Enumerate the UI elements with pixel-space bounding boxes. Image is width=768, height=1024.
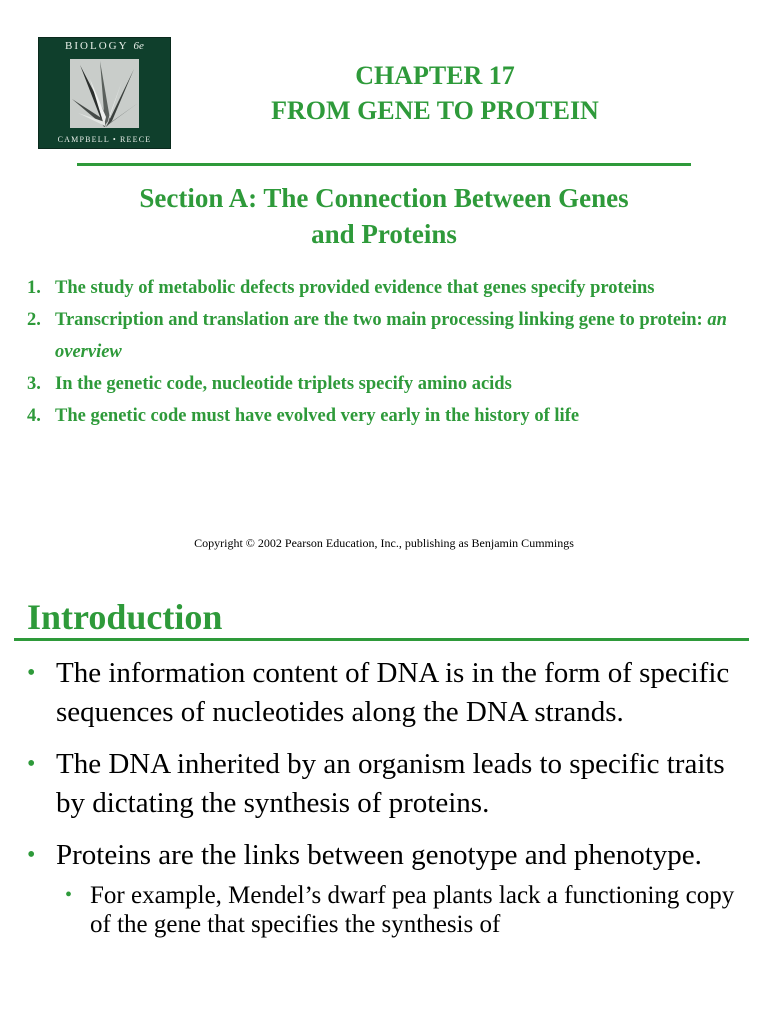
bullet-text: Proteins are the links between genotype and phenotype. [56, 839, 702, 871]
outline-item [27, 400, 747, 432]
section-title-line2: and Proteins [311, 219, 457, 249]
outline-text: The study of metabolic defects provided evidence that genes specify proteins [55, 278, 655, 298]
chapter-number: CHAPTER 17 [355, 61, 515, 90]
outline-number: 3. [27, 374, 41, 394]
bullet-item [27, 745, 757, 822]
copyright-notice: Copyright © 2002 Pearson Education, Inc., publishing as Benjamin Cummings [194, 536, 574, 550]
section-heading [80, 180, 688, 252]
cover-edition: 6e [133, 40, 144, 52]
outline-item [27, 368, 747, 400]
outline-number: 1. [27, 278, 41, 298]
header-divider [77, 163, 691, 166]
chapter-heading [200, 58, 670, 128]
bullet-item [27, 836, 757, 939]
bullet-icon: • [27, 660, 36, 686]
sub-bullet-icon: • [65, 883, 73, 906]
intro-title: Introduction [27, 597, 223, 637]
intro-divider [14, 638, 749, 641]
outline-text: In the genetic code, nucleotide triplets specify amino acids [55, 374, 512, 394]
bullet-icon: • [27, 751, 36, 777]
cover-title-text: BIOLOGY [65, 40, 129, 52]
chapter-title: FROM GENE TO PROTEIN [271, 96, 599, 125]
intro-bullet-list [27, 654, 757, 953]
cover-title [39, 40, 170, 52]
outline-number: 4. [27, 406, 41, 426]
outline-number: 2. [27, 310, 41, 330]
cover-authors: CAMPBELL • REECE [57, 135, 152, 144]
sub-bullet-list [56, 881, 757, 939]
section-title-line1: Section A: The Connection Between Genes [139, 183, 629, 213]
agave-plant-image [70, 59, 139, 128]
bullet-item [27, 654, 757, 731]
sub-bullet-text: For example, Mendel’s dwarf pea plants lack a functioning copy of the gene that specifies the synthesis of [90, 881, 735, 938]
outline-item [27, 304, 747, 368]
book-cover-logo [38, 37, 171, 149]
bullet-text: The DNA inherited by an organism leads to specific traits by dictating the synthesis of proteins. [56, 748, 725, 819]
outline-emphasis: an overview [55, 310, 727, 362]
outline-item [27, 272, 747, 304]
bullet-text: The information content of DNA is in the form of specific sequences of nucleotides along the DNA strands. [56, 657, 730, 728]
sub-bullet-item [56, 881, 757, 939]
section-outline [27, 272, 747, 432]
bullet-icon: • [27, 842, 36, 868]
outline-text: Transcription and translation are the two main processing linking gene to protein: [55, 310, 708, 330]
outline-text: The genetic code must have evolved very early in the history of life [55, 406, 580, 426]
